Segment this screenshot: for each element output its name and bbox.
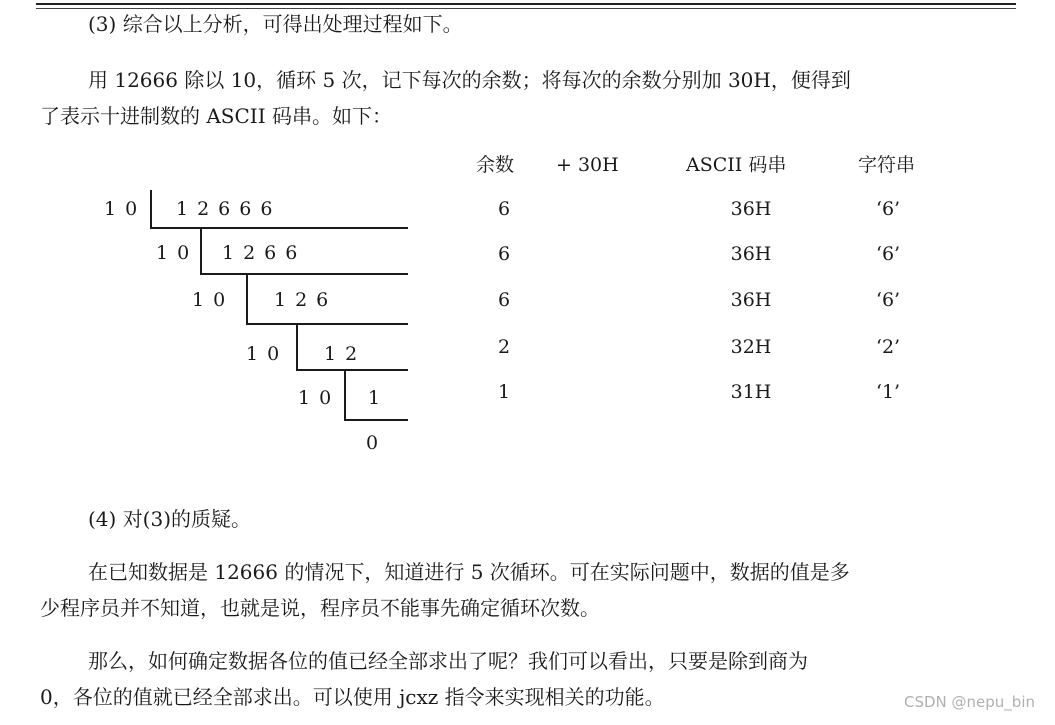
top-rule-thin [36,8,1016,9]
dividend: 12666 [176,198,282,220]
remainder-cell: 6 [497,243,511,265]
header-remainder: 余数 [476,154,515,176]
division-bracket [150,190,152,228]
divisor: 10 [192,289,235,311]
step3-paragraph-line2: 了表示十进制数的 ASCII 码串。如下： [40,104,392,128]
paragraph3-line2: 0，各位的值就已经全部求出。可以使用 jcxz 指令来实现相关的功能。 [40,685,665,709]
division-underline [150,227,408,229]
divisor: 10 [156,242,199,264]
char-cell: ‘2’ [875,336,901,358]
dividend: 126 [274,289,338,311]
dividend: 1266 [222,242,307,264]
dividend: 12 [324,343,367,365]
dividend: 1 [368,387,390,409]
csdn-watermark: CSDN @nepu_bin [904,693,1035,711]
header-ascii: ASCII 码串 [686,154,787,176]
header-string: 字符串 [858,154,916,176]
remainder-cell: 6 [497,289,511,311]
ascii-cell: 31H [730,381,772,403]
step3-heading: (3) 综合以上分析，可得出处理过程如下。 [88,12,463,36]
remainder-cell: 6 [497,198,511,220]
top-rule [36,3,1016,5]
paragraph3-line1: 那么，如何确定数据各位的值已经全部求出了呢？我们可以看出，只要是除到商为 [88,649,808,673]
division-underline [200,273,408,275]
ascii-cell: 36H [730,243,772,265]
division-bracket [246,274,248,324]
division-underline [296,369,408,371]
header-plus-30h: + 30H [556,154,619,176]
division-bracket [344,370,346,420]
ascii-cell: 36H [730,289,772,311]
char-cell: ‘6’ [875,243,901,265]
char-cell: ‘6’ [875,198,901,220]
final-quotient: 0 [366,432,388,454]
division-bracket [296,324,298,370]
step4-heading: (4) 对(3)的质疑。 [88,507,252,531]
paragraph2-line2: 少程序员并不知道，也就是说，程序员不能事先确定循环次数。 [40,596,600,620]
char-cell: ‘6’ [875,289,901,311]
divisor: 10 [246,343,289,365]
division-bracket [200,228,202,274]
remainder-cell: 2 [497,336,511,358]
divisor: 10 [298,387,341,409]
step3-paragraph-line1: 用 12666 除以 10，循环 5 次，记下每次的余数；将每次的余数分别加 30H，便得到 [88,68,851,92]
ascii-cell: 36H [730,198,772,220]
division-underline [344,419,408,421]
division-underline [246,323,408,325]
divisor: 10 [104,198,147,220]
char-cell: ‘1’ [875,381,901,403]
remainder-cell: 1 [497,381,511,403]
ascii-cell: 32H [730,336,772,358]
paragraph2-line1: 在已知数据是 12666 的情况下，知道进行 5 次循环。可在实际问题中，数据的值是多 [88,560,850,584]
